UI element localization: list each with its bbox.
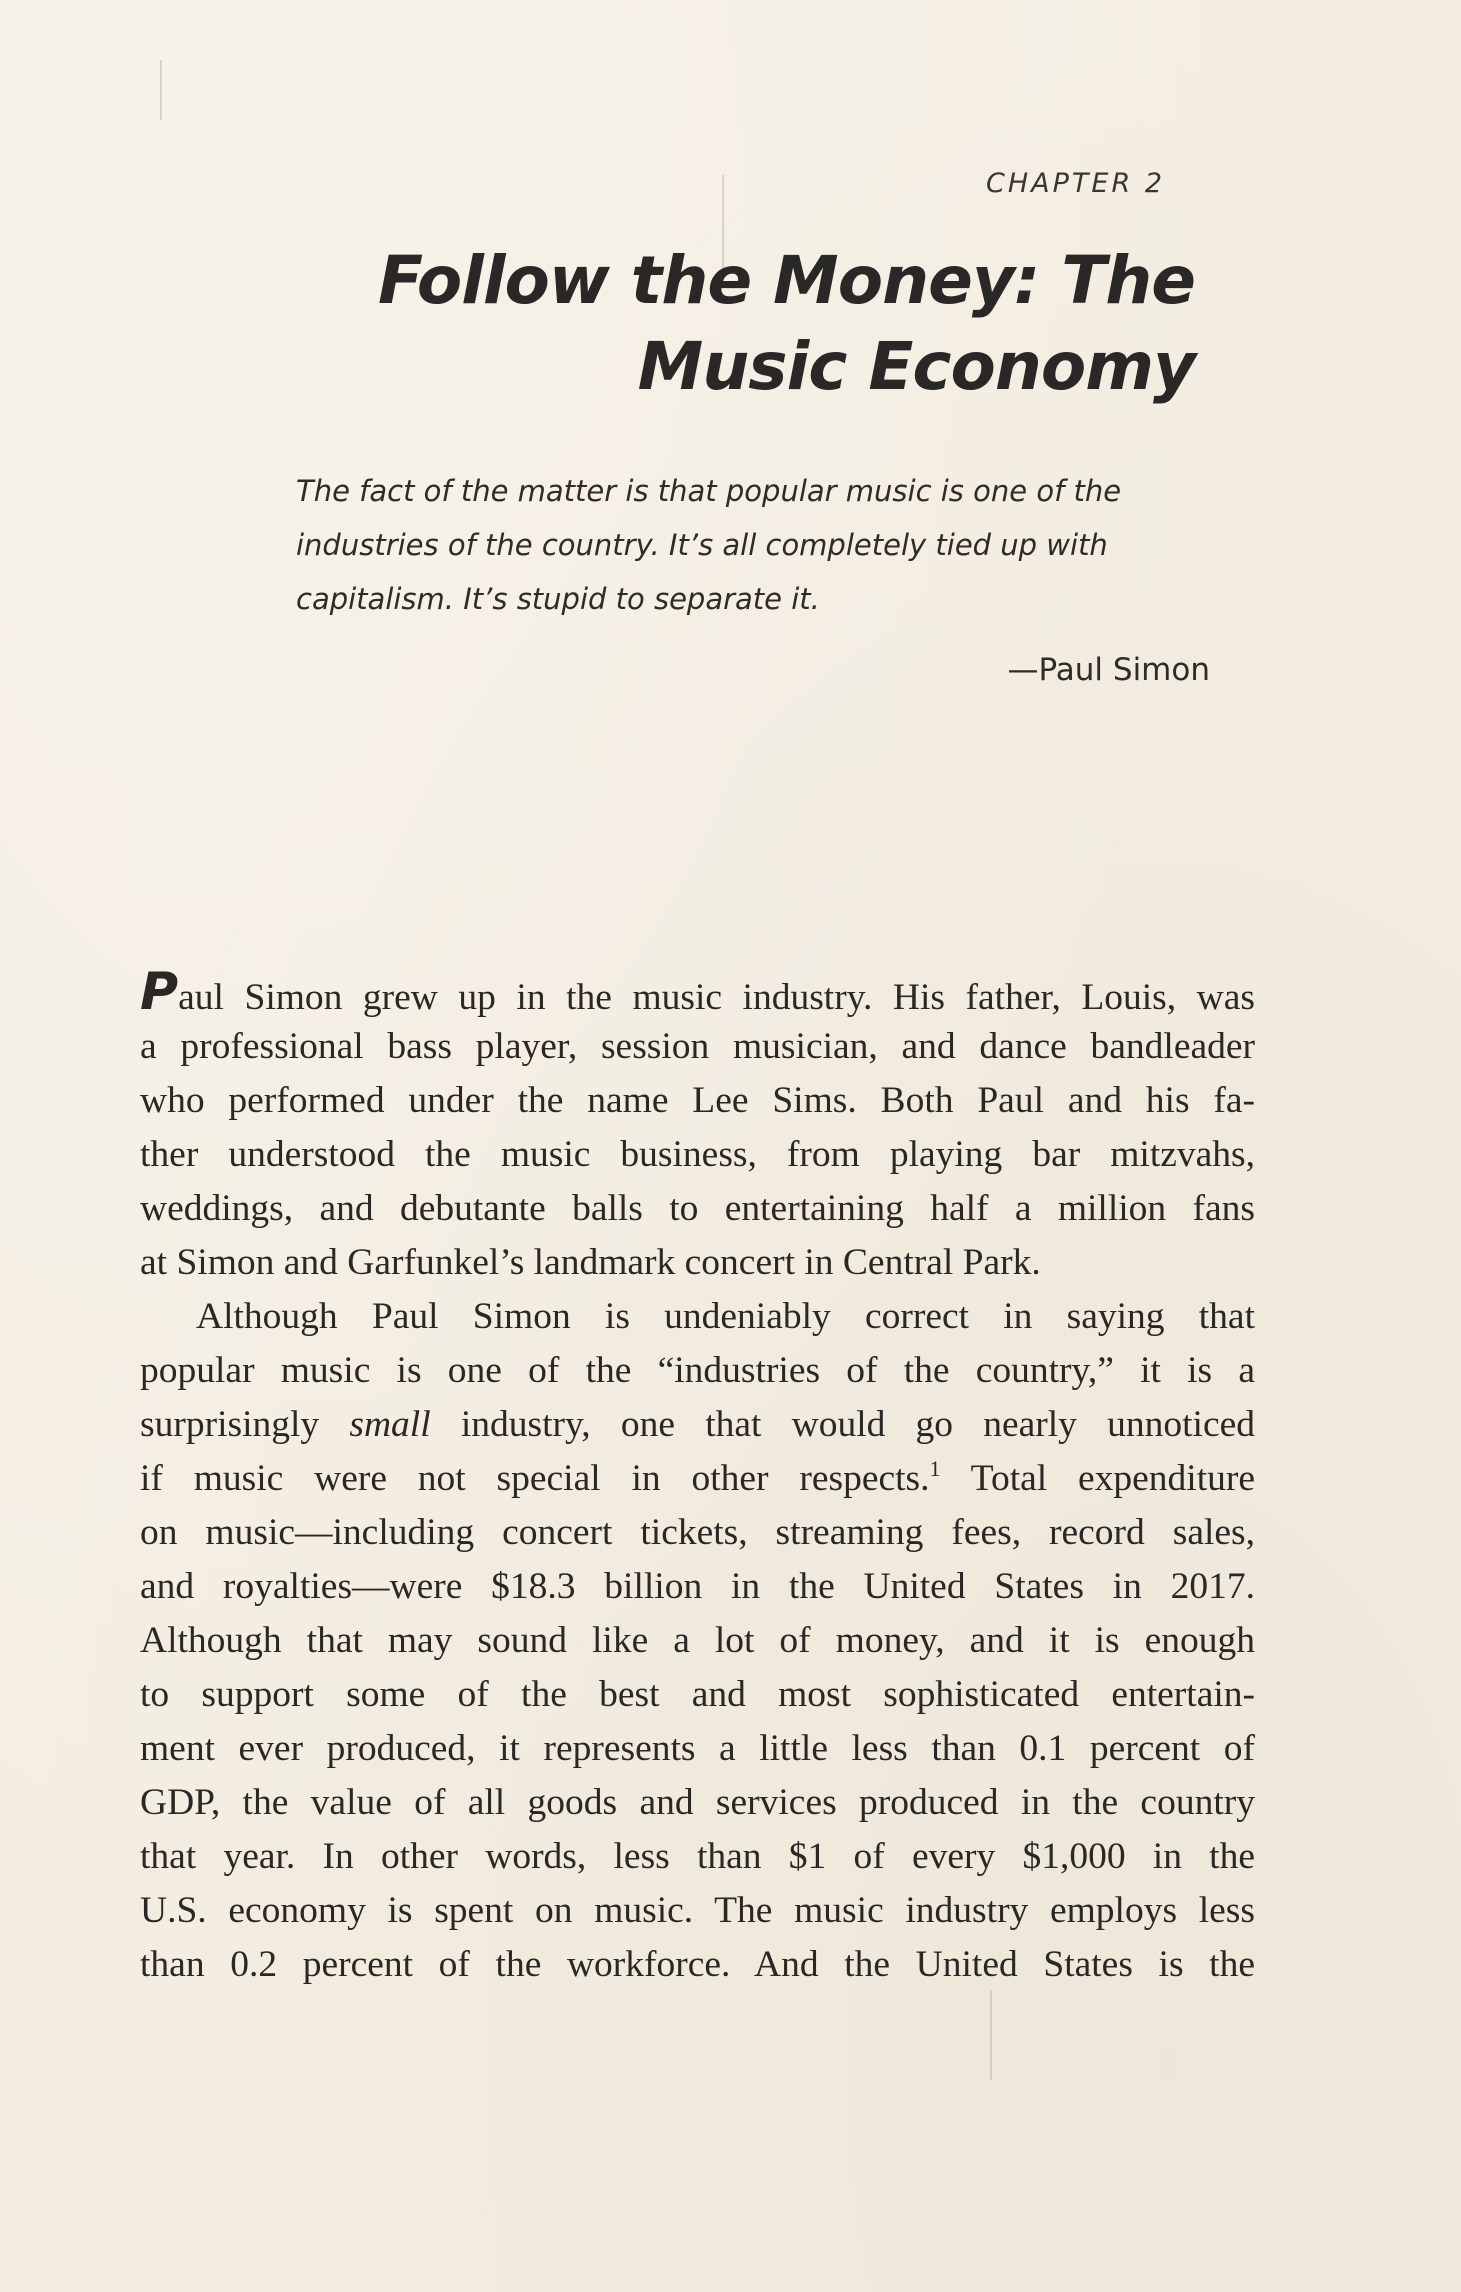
body-line-text: if music were not special in other respects. <box>140 1458 930 1499</box>
footnote-marker[interactable]: 1 <box>929 1456 941 1481</box>
body-line: ment ever produced, it represents a little less than 0.1 percent of <box>140 1728 1255 1769</box>
body-line <box>140 962 1255 1022</box>
chapter-title-line-1: Follow the Money: The <box>377 242 1195 319</box>
epigraph-line: The fact of the matter is that popular music is one of the <box>296 474 1122 508</box>
scan-artifact-line <box>990 1990 992 2080</box>
epigraph-line: capitalism. It’s stupid to separate it. <box>296 582 820 616</box>
body-line <box>140 1398 1255 1452</box>
epigraph-attribution: —Paul Simon <box>1007 652 1210 688</box>
body-line: weddings, and debutante balls to entertaining half a million fans <box>140 1188 1255 1229</box>
epigraph-line: industries of the country. It’s all completely tied up with <box>296 528 1108 562</box>
body-line: Although Paul Simon is undeniably correct in saying that <box>196 1296 1255 1337</box>
body-line: on music—including concert tickets, streaming fees, record sales, <box>140 1512 1255 1553</box>
body-line: ther understood the music business, from playing bar mitzvahs, <box>140 1134 1255 1175</box>
body-line: and royalties—were $18.3 billion in the United States in 2017. <box>140 1566 1255 1607</box>
drop-cap: P <box>140 962 179 1022</box>
body-line: Although that may sound like a lot of money, and it is enough <box>140 1620 1255 1661</box>
epigraph-quote <box>296 464 1196 626</box>
chapter-title-line-2: Music Economy <box>637 328 1195 405</box>
body-line: GDP, the value of all goods and services produced in the country <box>140 1782 1255 1823</box>
body-line: who performed under the name Lee Sims. Both Paul and his fa- <box>140 1080 1255 1121</box>
body-line: popular music is one of the “industries of the country,” it is a <box>140 1350 1255 1391</box>
body-line: to support some of the best and most sophisticated entertain- <box>140 1674 1255 1715</box>
body-line: that year. In other words, less than $1 of every $1,000 in the <box>140 1836 1255 1877</box>
body-line-text: industry, one that would go nearly unnoticed <box>460 1404 1255 1445</box>
body-line: a professional bass player, session musician, and dance bandleader <box>140 1026 1255 1067</box>
emphasized-word: small <box>349 1404 431 1445</box>
body-line: than 0.2 percent of the workforce. And the United States is the <box>140 1944 1255 1985</box>
body-line-text: aul Simon grew up in the music industry. His father, Louis, was <box>178 977 1255 1018</box>
scan-artifact-line <box>160 60 162 120</box>
body-line: at Simon and Garfunkel’s landmark concert in Central Park. <box>140 1242 1041 1283</box>
body-line <box>140 1452 1255 1506</box>
body-line-text: Total expenditure <box>970 1458 1256 1499</box>
body-text <box>140 962 1256 1992</box>
chapter-label: CHAPTER 2 <box>986 168 1165 199</box>
body-line-text: surprisingly <box>140 1404 320 1445</box>
body-line: U.S. economy is spent on music. The music industry employs less <box>140 1890 1255 1931</box>
chapter-title <box>340 238 1195 410</box>
